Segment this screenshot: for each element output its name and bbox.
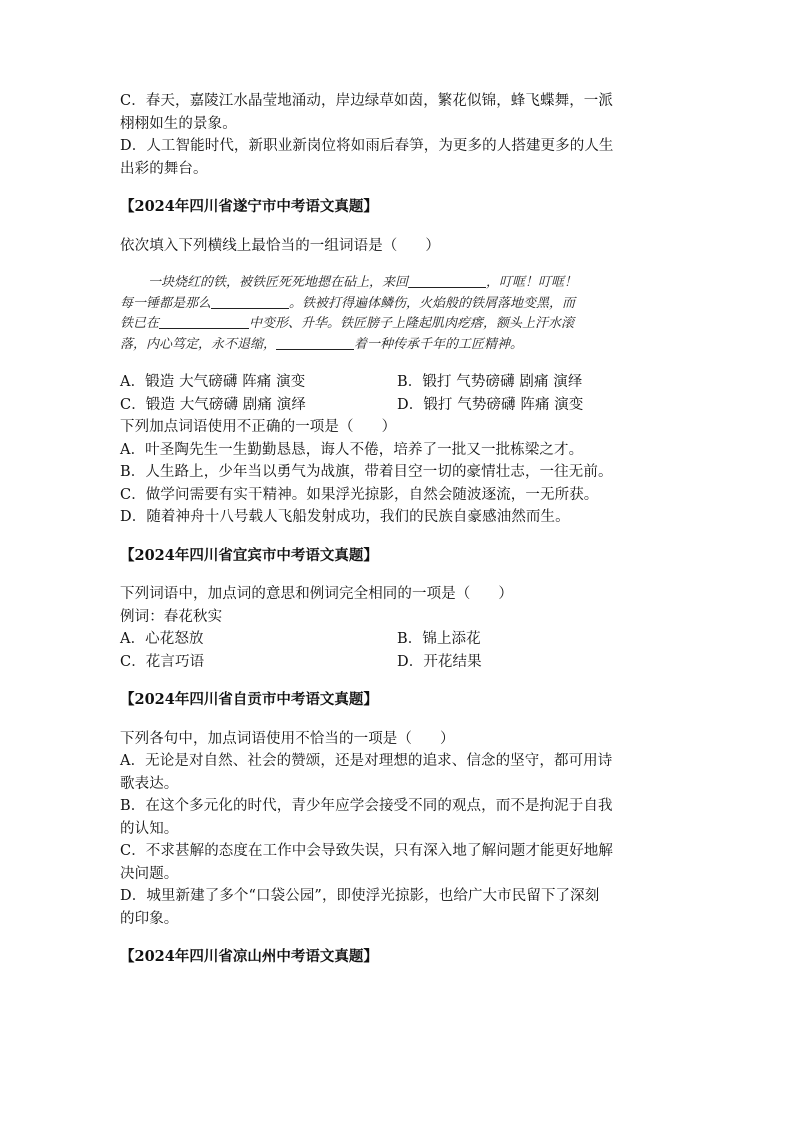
option-b: B．锦上添花 bbox=[397, 631, 481, 647]
option-b: B．人生路上，少年当以勇气为战旗，带着目空一切的豪情壮志，一往无前。 bbox=[120, 464, 613, 480]
option-d: D．锻打 气势磅礴 阵痛 演变 bbox=[397, 396, 584, 413]
option-b: B．锻打 气势磅礴 剧痛 演绎 bbox=[397, 374, 583, 390]
option-a: A．锻造 大气磅礴 阵痛 演变 bbox=[120, 374, 306, 390]
passage-line: 每一锤都是那么 。铁被打得遍体鳞伤，火焰般的铁屑落地变黑，而 bbox=[120, 295, 576, 311]
option-d-line2: 出彩的舞台。 bbox=[120, 160, 208, 177]
option-d: D．开花结果 bbox=[397, 653, 482, 670]
question-stem: 下列词语中，加点词的意思和例词完全相同的一项是（ ） bbox=[120, 586, 514, 602]
section-heading-suining: 【2024年四川省遂宁市中考语文真题】 bbox=[120, 198, 378, 215]
fill-blank bbox=[159, 314, 249, 329]
fill-blank bbox=[408, 273, 486, 288]
option-row bbox=[120, 371, 675, 394]
document-page bbox=[120, 90, 675, 969]
option-c: C．花言巧语 bbox=[120, 653, 205, 670]
option-a-line1: A．无论是对自然、社会的赞颂，还是对理想的追求、信念的坚守，都可用诗 bbox=[120, 753, 613, 769]
section-heading-yibin: 【2024年四川省宜宾市中考语文真题】 bbox=[120, 546, 378, 564]
option-row bbox=[120, 394, 675, 417]
passage-line: 落，内心笃定，永不退缩， 着一种传承千年的工匠精神。 bbox=[120, 336, 524, 352]
option-row bbox=[120, 651, 675, 674]
option-a: A．叶圣陶先生一生勤勤恳恳，诲人不倦，培养了一批又一批栋梁之才。 bbox=[120, 441, 584, 458]
option-b-line2: 的认知。 bbox=[120, 820, 179, 837]
option-a-line2: 歌表达。 bbox=[120, 775, 179, 792]
option-row bbox=[120, 628, 675, 651]
passage-line: 铁已在 中变形、升华。铁匠膀子上隆起肌肉疙瘩，额头上汗水滚 bbox=[120, 316, 575, 331]
option-c-line2: 栩栩如生的景象。 bbox=[120, 115, 237, 132]
section-heading-liangshan: 【2024年四川省凉山州中考语文真题】 bbox=[120, 948, 378, 965]
question-stem: 下列各句中，加点词语使用不恰当的一项是（ ） bbox=[120, 730, 455, 747]
example-word: 例词：春花秋实 bbox=[120, 608, 223, 625]
option-c-line1: C．春天，嘉陵江水晶莹地涌动，岸边绿草如茵，繁花似锦，蜂飞蝶舞，一派 bbox=[120, 93, 613, 109]
question-stem: 依次填入下列横线上最恰当的一组词语是（ ） bbox=[120, 237, 441, 254]
section-heading-zigong: 【2024年四川省自贡市中考语文真题】 bbox=[120, 691, 378, 708]
passage-line: 一块烧红的铁，被铁匠死死地摁在砧上，来回 ，叮哐！叮哐！ bbox=[148, 275, 578, 290]
option-c: C．锻造 大气磅礴 剧痛 演绎 bbox=[120, 396, 306, 413]
fill-blank bbox=[211, 294, 289, 309]
option-d-line2: 的印象。 bbox=[120, 910, 179, 927]
option-c-line2: 决问题。 bbox=[120, 865, 179, 882]
option-c-line1: C．不求甚解的态度在工作中会导致失误，只有深入地了解问题才能更好地解 bbox=[120, 843, 613, 859]
option-b-line1: B．在这个多元化的时代，青少年应学会接受不同的观点，而不是拘泥于自我 bbox=[120, 798, 613, 814]
option-d: D．随着神舟十八号载人飞船发射成功，我们的民族自豪感油然而生。 bbox=[120, 509, 570, 525]
option-d-line1: D．人工智能时代，新职业新岗位将如雨后春笋，为更多的人搭建更多的人生 bbox=[120, 138, 614, 154]
option-c: C．做学问需要有实干精神。如果浮光掠影，自然会随波逐流，一无所获。 bbox=[120, 486, 599, 503]
option-d-line1: D．城里新建了多个“口袋公园”，即使浮光掠影，也给广大市民留下了深刻 bbox=[120, 888, 600, 904]
question-stem: 下列加点词语使用不正确的一项是（ ） bbox=[120, 419, 397, 435]
option-a: A．心花怒放 bbox=[120, 631, 204, 647]
fill-blank bbox=[276, 335, 354, 350]
